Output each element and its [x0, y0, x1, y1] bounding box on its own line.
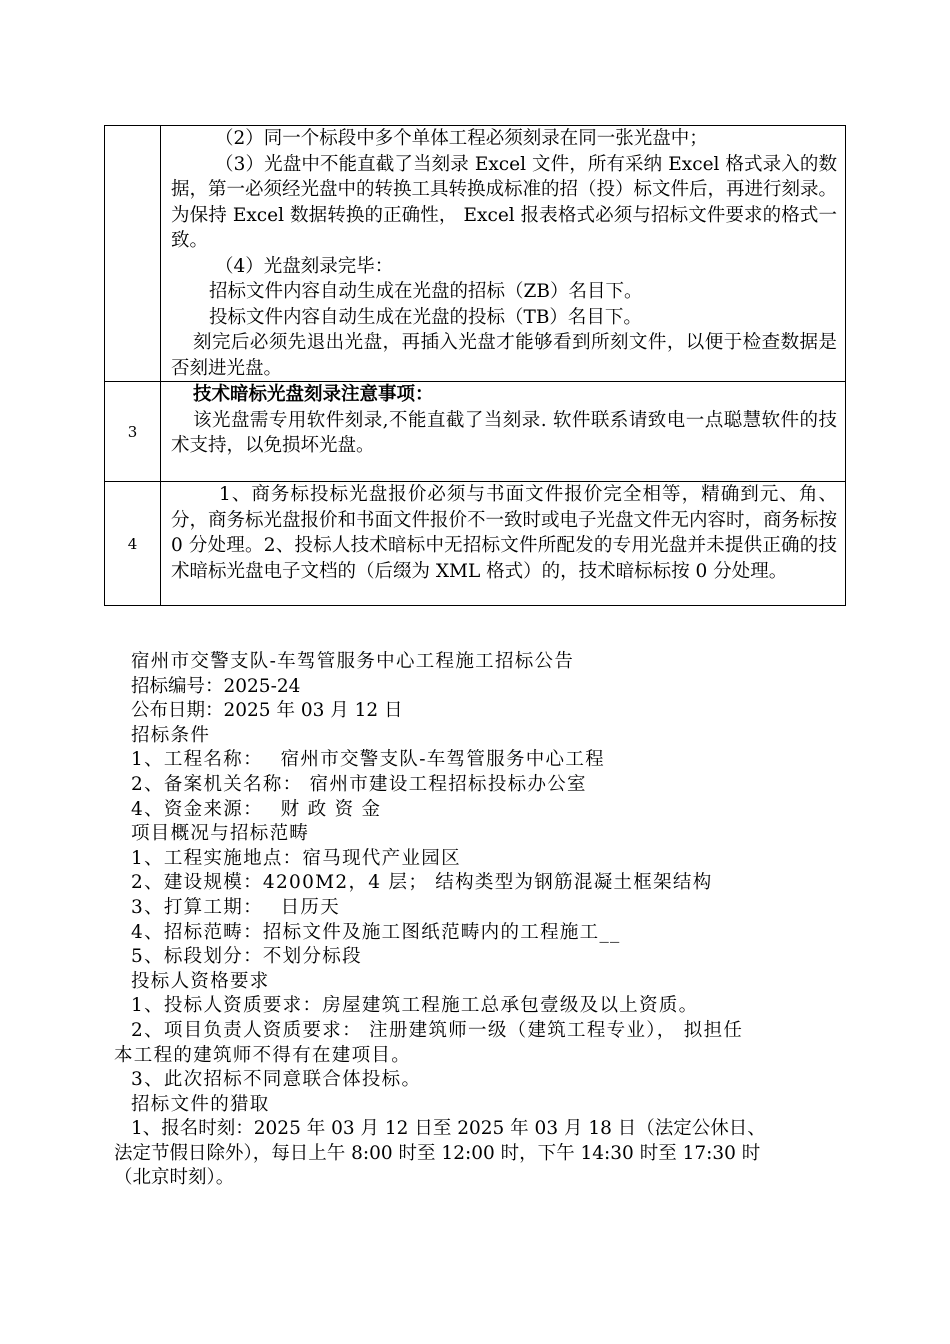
- list-item: 1、工程实施地点：宿马现代产业园区: [131, 847, 461, 869]
- list-item-continuation: 本工程的建筑师不得有在建项目。: [114, 1044, 412, 1066]
- section-heading: 项目概况与招标范畴: [131, 823, 310, 845]
- announcement-title: 宿州市交警支队-车驾管服务中心工程施工招标公告: [131, 651, 575, 672]
- list-item: 3、打算工期： 日历天: [131, 896, 341, 918]
- table-paragraph: 招标文件内容自动生成在光盘的招标（ZB）名目下。: [209, 281, 643, 302]
- table-paragraph: 投标文件内容自动生成在光盘的投标（TB）名目下。: [209, 306, 642, 328]
- tender-announcement: [114, 650, 834, 1191]
- requirements-table: [104, 125, 846, 606]
- list-item: 1、工程名称： 宿州市交警支队-车驾管服务中心工程: [131, 749, 605, 771]
- list-item: 2、备案机关名称： 宿州市建设工程招标投标办公室: [131, 773, 587, 795]
- section-heading: 投标人资格要求: [131, 970, 270, 992]
- row-number-cell: [105, 126, 161, 382]
- section-heading: 招标条件: [131, 724, 211, 746]
- row-number: 3: [105, 382, 161, 482]
- table-paragraph: （2）同一个标段中多个单体工程必须刻录在同一张光盘中；: [215, 128, 708, 149]
- table-paragraph: （4）光盘刻录完毕：: [215, 255, 394, 277]
- list-item: 4、招标范畴：招标文件及施工图纸范畴内的工程施工__: [131, 921, 621, 943]
- table-row: [105, 382, 846, 482]
- publish-date: 公布日期：2025 年 03 月 12 日: [131, 700, 403, 722]
- list-item: 3、此次招标不同意联合体投标。: [131, 1069, 422, 1091]
- section-heading: 招标文件的猎取: [131, 1093, 270, 1115]
- list-item: 1、投标人资质要求：房屋建筑工程施工总承包壹级及以上资质。: [131, 995, 699, 1017]
- list-item: 4、资金来源： 财 政 资 金: [131, 798, 382, 820]
- list-item-continuation: 法定节假日除外），每日上午 8:00 时至 12:00 时，下午 14:30 时至 17:30 时: [114, 1142, 761, 1164]
- list-item: 1、报名时刻：2025 年 03 月 12 日至 2025 年 03 月 18 日（法定公休日、: [131, 1118, 766, 1140]
- list-item: 2、项目负责人资质要求： 注册建筑师一级（建筑工程专业）， 拟担任: [131, 1019, 744, 1041]
- table-paragraph: 1、商务标投标光盘报价必须与书面文件报价完全相等，精确到元、角、分，商务标光盘报价和书面文件报价不一致时或电子光盘文件无内容时，商务标按 0 分处理。2、投标人技术暗标中无招标文件所配发的专用光盘并未提供正确的技术暗标光盘电子文档的（后缀为 XML 格式）的，技术暗标标按 0 分处理。: [171, 484, 838, 582]
- row-content-cell: [161, 382, 846, 482]
- list-item: 5、标段划分：不划分标段: [131, 946, 362, 968]
- table-row: [105, 482, 846, 606]
- row-content-cell: [161, 482, 846, 606]
- list-item: 2、建设规模：4200M2，4 层； 结构类型为钢筋混凝土框架结构: [131, 872, 713, 894]
- list-item-continuation: （北京时刻）。: [114, 1167, 235, 1189]
- table-paragraph: （3）光盘中不能直截了当刻录 Excel 文件，所有采纳 Excel 格式录入的数据，第一必须经光盘中的转换工具转换成标准的招（投）标文件后，再进行刻录。为保持 Excel 数据转换的正确性， Excel 报表格式必须与招标文件要求的格式一致。: [171, 153, 838, 251]
- table-row: [105, 126, 846, 382]
- row-content-cell: [161, 126, 846, 382]
- table-paragraph: 该光盘需专用软件刻录,不能直截了当刻录. 软件联系请致电一点聪慧软件的技术支持，以免损坏光盘。: [171, 409, 837, 456]
- bid-number: 招标编号：2025-24: [131, 675, 301, 697]
- row-number: 4: [105, 482, 161, 606]
- section-heading: 技术暗标光盘刻录注意事项：: [193, 384, 434, 405]
- table-paragraph: 刻完后必须先退出光盘，再插入光盘才能够看到所刻文件，以便于检查数据是否刻进光盘。: [171, 332, 837, 379]
